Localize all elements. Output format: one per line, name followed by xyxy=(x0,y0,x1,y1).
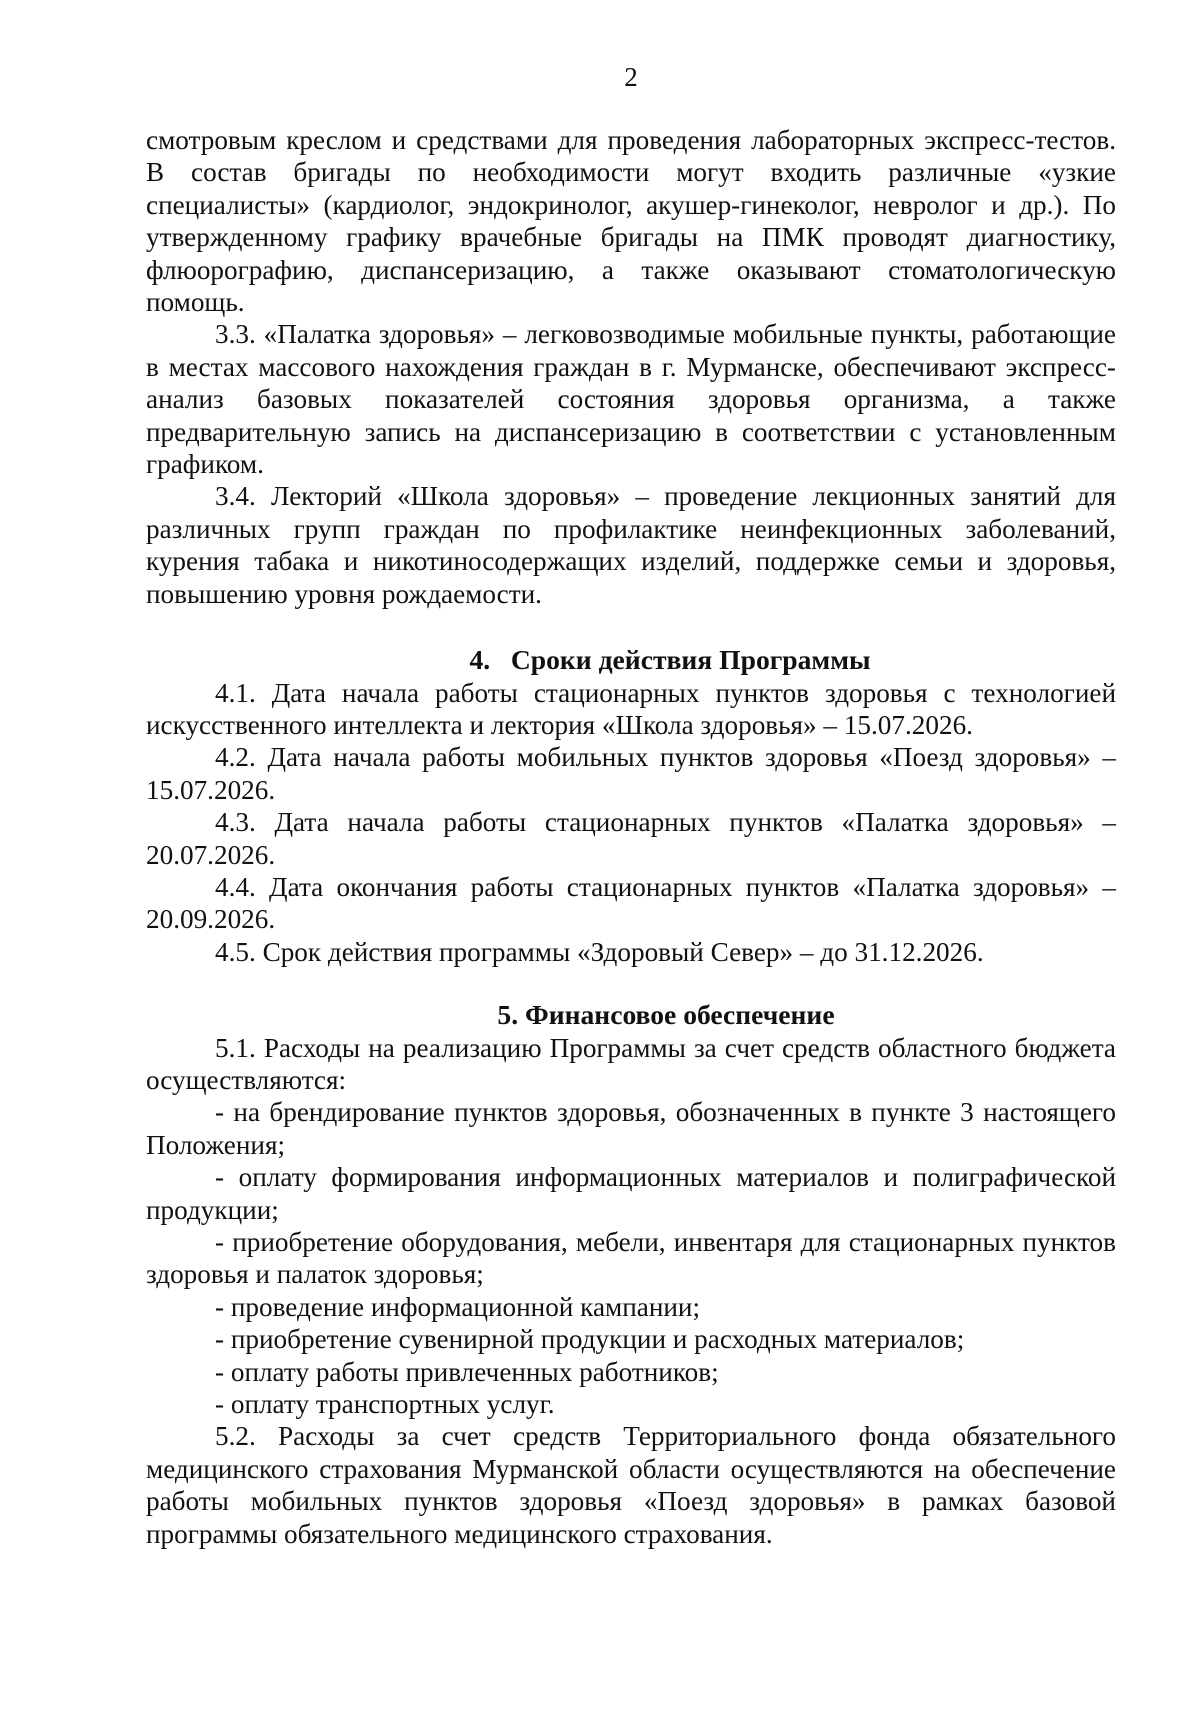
section-4-heading: 4. Сроки действия Программы xyxy=(469,644,871,676)
list-item-souvenirs: - приобретение сувенирной продукции и расходных материалов; xyxy=(215,1324,965,1355)
list-item-branding: - на брендирование пунктов здоровья, обозначенных в пункте 3 настоящего Положения; xyxy=(146,1097,1116,1160)
document-page xyxy=(146,62,1116,1550)
list-item-info-materials: - оплату формирования информационных материалов и полиграфической продукции; xyxy=(146,1162,1116,1225)
paragraph-4-4: 4.4. Дата окончания работы стационарных пунктов «Палатка здоровья» – 20.09.2026. xyxy=(146,871,1116,935)
list-item-workers: - оплату работы привлеченных работников; xyxy=(215,1356,719,1387)
paragraph-4-2: 4.2. Дата начала работы мобильных пунктов здоровья «Поезд здоровья» – 15.07.2026. xyxy=(146,742,1116,805)
paragraph-4-5: 4.5. Срок действия программы «Здоровый Север» – до 31.12.2026. xyxy=(215,936,984,967)
paragraph-4-3: 4.3. Дата начала работы стационарных пунктов «Палатка здоровья» – 20.07.2026. xyxy=(146,807,1116,870)
paragraph-3-2-continued: смотровым креслом и средствами для проведения лабораторных экспресс-тестов. В состав бригады по необходимости могут входить различные «узкие специалисты» (кардиолог, эндокринолог, акушер-гинеколог, невролог и др.). По утвержденному графику врачебные бригады на ПМК проводят диагностику, флюорографию, диспансеризацию, а также оказывают стоматологическую помощь. xyxy=(146,125,1116,318)
paragraph-4-1: 4.1. Дата начала работы стационарных пунктов здоровья с технологией искусственного интеллекта и лектория «Школа здоровья» – 15.07.2026. xyxy=(146,677,1116,740)
paragraph-3-3: 3.3. «Палатка здоровья» – легковозводимые мобильные пункты, работающие в местах массового нахождения граждан в г. Мурманске, обеспечивают экспресс-анализ базовых показателей состояния здоровья организма, а также предварительную запись на диспансеризацию в соответствии с установленным графиком. xyxy=(146,319,1116,480)
page-number: 2 xyxy=(624,62,638,92)
paragraph-3-4: 3.4. Лекторий «Школа здоровья» – проведение лекционных занятий для различных групп граждан по профилактике неинфекционных заболеваний, курения табака и никотиносодержащих изделий, поддержке семьи и здоровья, повышению уровня рождаемости. xyxy=(146,481,1116,609)
section-5-heading: 5. Финансовое обеспечение xyxy=(497,999,835,1031)
list-item-equipment: - приобретение оборудования, мебели, инвентаря для стационарных пунктов здоровья и палаток здоровья; xyxy=(146,1227,1116,1290)
list-item-transport: - оплату транспортных услуг. xyxy=(215,1389,555,1420)
list-item-info-campaign: - проведение информационной кампании; xyxy=(215,1291,701,1322)
paragraph-5-1: 5.1. Расходы на реализацию Программы за счет средств областного бюджета осуществляются: xyxy=(146,1032,1116,1095)
paragraph-5-2: 5.2. Расходы за счет средств Территориального фонда обязательного медицинского страхования Мурманской области осуществляются на обеспечение работы мобильных пунктов здоровья «Поезд здоровья» в рамках базовой программы обязательного медицинского страхования. xyxy=(146,1421,1116,1549)
